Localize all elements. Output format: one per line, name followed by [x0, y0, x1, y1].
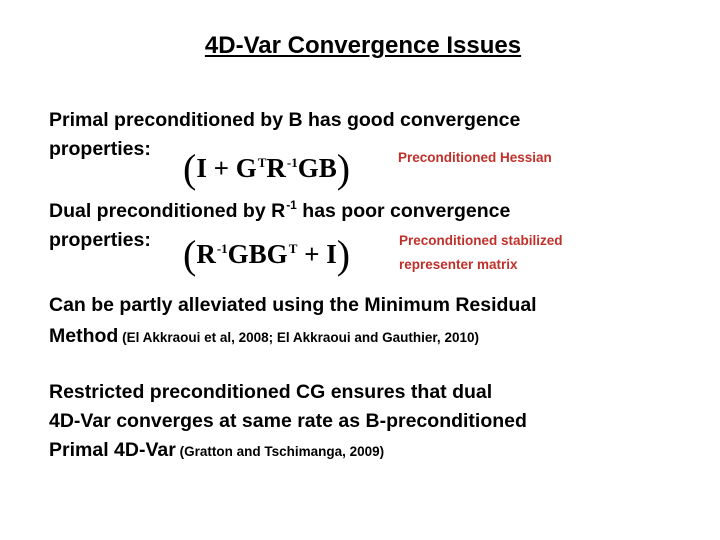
dual-line1 [49, 200, 510, 223]
minres-citation: (El Akkraoui et al, 2008; El Akkraoui and Gauthier, 2010) [118, 330, 479, 345]
minres-line2 [49, 325, 479, 348]
eq-sup: T [288, 241, 298, 256]
restricted-line3 [49, 439, 384, 462]
dual-line1-sup: -1 [286, 198, 297, 212]
open-paren: ( [183, 232, 197, 277]
eq-part: R [196, 239, 216, 269]
dual-line2: properties: [49, 229, 151, 251]
page-title: 4D-Var Convergence Issues [204, 32, 522, 59]
eq-part: + I [297, 239, 337, 269]
restricted-line1: Restricted preconditioned CG ensures that dual [49, 381, 493, 403]
eq-part: GB [297, 153, 337, 183]
dual-annotation-line2: representer matrix [399, 257, 518, 272]
restricted-line2: 4D-Var converges at same rate as B-preconditioned [49, 410, 527, 432]
close-paren: ) [336, 232, 351, 277]
minres-line2-text: Method [49, 325, 119, 347]
dual-line1-pre: Dual preconditioned by R [49, 200, 286, 222]
eq-part: I + G [196, 153, 257, 183]
eq-sup: T [257, 155, 267, 170]
primal-annotation: Preconditioned Hessian [398, 150, 552, 165]
open-paren: ( [183, 146, 197, 191]
restricted-citation: (Gratton and Tschimanga, 2009) [175, 444, 385, 459]
dual-annotation-line1: Preconditioned stabilized [399, 233, 563, 248]
minres-line1: Can be partly alleviated using the Minimum Residual [49, 294, 537, 316]
eq-sup: -1 [216, 241, 228, 256]
dual-line1-post: has poor convergence [296, 200, 511, 222]
primal-line2: properties: [49, 138, 151, 160]
restricted-line3-text: Primal 4D-Var [49, 439, 176, 461]
eq-sup: -1 [286, 155, 298, 170]
primal-equation [183, 140, 351, 191]
eq-part: GBG [227, 239, 288, 269]
primal-line1: Primal preconditioned by B has good convergence [49, 109, 521, 131]
close-paren: ) [336, 146, 351, 191]
dual-equation [183, 226, 351, 277]
eq-part: R [266, 153, 286, 183]
